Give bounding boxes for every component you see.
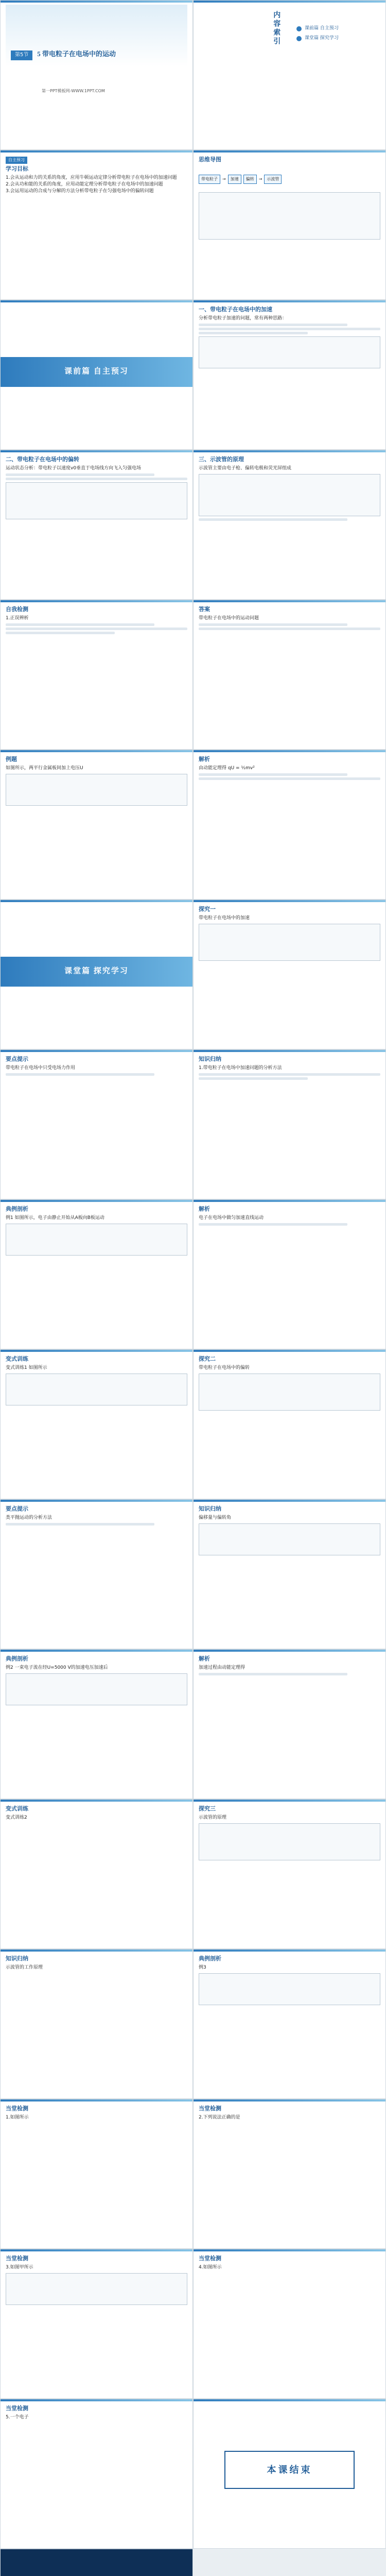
text-placeholder-line	[199, 623, 347, 626]
slide-heading: 解析	[199, 756, 210, 762]
slide-heading: 典例剖析	[6, 1656, 28, 1662]
figure-oscilloscope-2	[199, 1823, 380, 1860]
slide-text: 1.带电粒子在电场中加速问题的分析方法	[199, 1065, 282, 1071]
slide-heading: 学习目标	[6, 166, 28, 173]
slide-text: 4.如图所示	[199, 2264, 222, 2270]
figure-case	[6, 1224, 187, 1256]
slide-cover[interactable]	[0, 0, 193, 150]
slide-text: 由动能定理得 qU = ½mv²	[199, 765, 255, 771]
slide-check-4[interactable]	[193, 2249, 386, 2399]
slide-text: 例2 一束电子流在经U=5000 V的加速电压加速后	[6, 1665, 108, 1670]
slide-heading: 变式训练	[6, 1806, 28, 1812]
slide-text: 变式训练1 如图所示	[6, 1365, 47, 1370]
slide-text: 带电粒子在电场中的偏转	[199, 1365, 250, 1370]
text-placeholder-line	[6, 473, 154, 476]
end-title: 本课结束	[224, 2451, 355, 2489]
slide-summary-1[interactable]	[193, 1049, 386, 1199]
figure-oscilloscope	[199, 474, 380, 516]
figure-example	[6, 774, 187, 806]
text-placeholder-line	[199, 332, 308, 334]
cover-title-row	[11, 49, 116, 60]
slide-top-strip	[1, 2249, 192, 2251]
slide-summary-3[interactable]	[0, 1949, 193, 2099]
slide-top-strip	[194, 750, 385, 752]
slide-top-strip	[1, 1350, 192, 1352]
mindmap-node: 示波管	[264, 175, 282, 184]
slide-top-strip	[194, 2249, 385, 2251]
mindmap-node: 偏转	[243, 175, 257, 184]
slide-heading: 答案	[199, 606, 210, 613]
text-placeholder-line	[6, 623, 154, 626]
figure-plates	[199, 336, 380, 368]
slide-text: 分析带电粒子加速的问题，常有两种思路：	[199, 315, 287, 321]
contents-item-label: 课前篇 自主预习	[305, 26, 339, 31]
slide-heading: 当堂检测	[6, 2405, 28, 2412]
slide-top-strip	[1, 1950, 192, 1952]
figure-deflection	[6, 482, 187, 519]
figure-case-2	[6, 1673, 187, 1705]
slide-heading: 例题	[6, 756, 17, 762]
slide-text: 2.下列说法正确的是	[199, 2114, 240, 2120]
slide-variant-2[interactable]	[0, 1799, 193, 1949]
goal-point: 2.会从功和能的关系的角度，应用动能定理分析带电粒子在电场中的加速问题	[6, 182, 163, 188]
contents-item-preview[interactable]	[296, 25, 380, 32]
slide-end[interactable]	[193, 2399, 386, 2549]
slide-top-strip	[194, 150, 385, 152]
slide-heading: 探究一	[199, 906, 216, 912]
slide-top-strip	[194, 600, 385, 602]
figure-check-3	[6, 2273, 187, 2305]
slide-top-strip	[194, 1, 385, 3]
slide-summary-2[interactable]	[193, 1499, 386, 1649]
slide-top-strip	[194, 2399, 385, 2401]
slide-top-strip	[194, 1350, 385, 1352]
slide-top-strip	[194, 450, 385, 452]
slide-heading: 一、带电粒子在电场中的加速	[199, 307, 272, 313]
slide-heading: 当堂检测	[199, 2106, 221, 2112]
slide-footer[interactable]	[0, 2549, 193, 2576]
cover-site: 第一PPT模板网-WWW.1PPT.COM	[42, 89, 105, 93]
figure-explore-2	[199, 1374, 380, 1411]
slide-banner-explore[interactable]	[0, 900, 193, 1049]
slide-top-strip	[1, 1200, 192, 1202]
slide-top-strip	[1, 1050, 192, 1052]
slide-top-strip	[1, 300, 192, 302]
slide-top-strip	[1, 900, 192, 902]
mindmap-flow: 带电粒子 → 加速 偏转 → 示波管	[199, 175, 380, 184]
slide-text: 如图所示，两平行金属板间加上电压U	[6, 765, 83, 771]
text-placeholder-line	[199, 1073, 380, 1076]
slide-heading: 典例剖析	[6, 1206, 28, 1212]
slide-text: 变式训练2	[6, 1815, 27, 1820]
slide-heading: 思维导图	[199, 157, 221, 163]
slide-top-strip	[194, 2099, 385, 2102]
slide-text: 偏移量与偏转角	[199, 1515, 232, 1520]
slide-text: 示波管的原理	[199, 1815, 227, 1820]
text-placeholder-line	[6, 632, 115, 634]
slide-variant-1[interactable]	[0, 1349, 193, 1499]
slide-solution-2[interactable]	[193, 1649, 386, 1799]
text-placeholder-line	[199, 1077, 308, 1080]
slide-case-3[interactable]	[193, 1949, 386, 2099]
slide-top-strip	[194, 900, 385, 902]
contents-vertical-title: 内容索引	[272, 11, 280, 46]
slide-hint-1[interactable]	[0, 1049, 193, 1199]
text-placeholder-line	[6, 628, 187, 630]
text-placeholder-line	[199, 773, 347, 776]
contents-item-label: 课堂篇 探究学习	[305, 36, 339, 41]
slide-mindmap[interactable]	[193, 150, 386, 300]
slide-top-strip	[1, 1800, 192, 1802]
slide-text: 1.如图所示	[6, 2114, 29, 2120]
figure-explore	[199, 924, 380, 961]
slide-text: 3.如图甲所示	[6, 2264, 33, 2270]
slide-top-strip	[194, 1800, 385, 1802]
text-placeholder-line	[6, 1523, 154, 1526]
text-placeholder-line	[199, 324, 347, 326]
slide-acceleration[interactable]	[193, 300, 386, 450]
slide-heading: 当堂检测	[6, 2256, 28, 2262]
slide-heading: 探究二	[199, 1356, 216, 1362]
figure-summary	[199, 1523, 380, 1555]
slide-text: 电子在电场中做匀加速直线运动	[199, 1215, 264, 1221]
cover-badge: 第5节	[11, 50, 32, 60]
slide-example[interactable]	[0, 750, 193, 900]
text-placeholder-line	[199, 328, 380, 330]
slide-contents[interactable]	[193, 0, 386, 150]
bullet-icon	[296, 26, 302, 31]
slide-text: 5.一个电子	[6, 2414, 29, 2420]
slide-hint-2[interactable]	[0, 1499, 193, 1649]
figure-variant	[6, 1374, 187, 1405]
slide-blank	[193, 2549, 386, 2576]
mindmap-node: 带电粒子	[199, 175, 220, 184]
slide-text: 加速过程由动能定理得	[199, 1665, 245, 1670]
slide-top-strip	[1, 150, 192, 152]
slide-explore-3[interactable]	[193, 1799, 386, 1949]
slide-text: 例3	[199, 1964, 206, 1970]
slide-oscilloscope[interactable]	[193, 450, 386, 600]
slide-banner-preview[interactable]	[0, 300, 193, 450]
slide-answer[interactable]	[193, 600, 386, 750]
slide-text: 示波管主要由电子枪、偏转电极和荧光屏组成	[199, 465, 292, 471]
slide-selfcheck[interactable]	[0, 600, 193, 750]
mindmap-figure	[199, 192, 380, 240]
slide-heading: 知识归纳	[6, 1956, 28, 1962]
slide-text: 带电粒子在电场中只受电场力作用	[6, 1065, 76, 1071]
section-banner: 课前篇 自主预习	[1, 357, 192, 387]
mindmap-node: 加速	[228, 175, 241, 184]
slide-goals[interactable]	[0, 150, 193, 300]
slide-heading: 当堂检测	[199, 2256, 221, 2262]
slide-top-strip	[1, 750, 192, 752]
slide-top-strip	[1, 1, 192, 3]
text-placeholder-line	[199, 1673, 347, 1675]
cover-title: 5 带电粒子在电场中的运动	[37, 50, 116, 58]
slide-top-strip	[194, 1650, 385, 1652]
slide-text: 示波管的工作原理	[6, 1964, 43, 1970]
slide-top-strip	[194, 1050, 385, 1052]
slide-explain[interactable]	[193, 750, 386, 900]
slide-top-strip	[194, 300, 385, 302]
contents-item-explore[interactable]	[296, 35, 380, 42]
slide-heading: 当堂检测	[6, 2106, 28, 2112]
text-placeholder-line	[199, 628, 380, 630]
slide-heading: 变式训练	[6, 1356, 28, 1362]
text-placeholder-line	[6, 478, 187, 480]
slide-text: 带电粒子在电场中的运动问题	[199, 615, 259, 621]
slide-heading: 探究三	[199, 1806, 216, 1812]
slide-text: 类平抛运动的分析方法	[6, 1515, 52, 1520]
bullet-icon	[296, 36, 302, 41]
slide-deflection[interactable]	[0, 450, 193, 600]
slide-heading: 解析	[199, 1656, 210, 1662]
figure-case-3	[199, 1973, 380, 2005]
slide-heading: 要点提示	[6, 1056, 28, 1062]
slide-top-strip	[1, 1650, 192, 1652]
section-banner: 课堂篇 探究学习	[1, 957, 192, 987]
slide-heading: 自我检测	[6, 606, 28, 613]
slide-case-1[interactable]	[0, 1199, 193, 1349]
slide-top-strip	[1, 2099, 192, 2102]
slide-top-strip	[194, 1950, 385, 1952]
slide-top-strip	[1, 2399, 192, 2401]
slide-text: 例1 如图所示，电子由静止开始从A板向B板运动	[6, 1215, 104, 1221]
text-placeholder-line	[6, 1073, 154, 1076]
text-placeholder-line	[199, 777, 380, 780]
slide-text: 带电粒子在电场中的加速	[199, 915, 250, 921]
slide-heading: 解析	[199, 1206, 210, 1212]
slide-check-3[interactable]	[0, 2249, 193, 2399]
slide-explore-1[interactable]	[193, 900, 386, 1049]
slide-heading: 三、示波管的原理	[199, 456, 244, 463]
section-tag: 自主预习	[6, 157, 27, 164]
goal-point: 1.会从运动和力的关系的角度，应用牛顿运动定律分析带电粒子在电场中的加速问题	[6, 175, 177, 180]
slide-check-5[interactable]	[0, 2399, 193, 2549]
slide-top-strip	[1, 450, 192, 452]
slide-top-strip	[194, 1200, 385, 1202]
goal-point: 3.会运用运动的合成与分解的方法分析带电粒子在匀强电场中的偏转问题	[6, 189, 154, 194]
slide-heading: 知识归纳	[199, 1056, 221, 1062]
slide-explore-2[interactable]	[193, 1349, 386, 1499]
slide-heading: 要点提示	[6, 1506, 28, 1512]
slide-check-1[interactable]	[0, 2099, 193, 2249]
text-placeholder-line	[199, 1223, 347, 1226]
slide-solution-1[interactable]	[193, 1199, 386, 1349]
slide-top-strip	[194, 1500, 385, 1502]
slide-heading: 知识归纳	[199, 1506, 221, 1512]
slide-heading: 二、带电粒子在电场中的偏转	[6, 456, 79, 463]
text-placeholder-line	[199, 518, 347, 521]
slide-text: 1.正误辨析	[6, 615, 29, 621]
slide-top-strip	[1, 600, 192, 602]
slide-check-2[interactable]	[193, 2099, 386, 2249]
slide-text: 运动状态分析：带电粒子以速度v0垂直于电场线方向飞入匀强电场	[6, 465, 142, 471]
slide-case-2[interactable]	[0, 1649, 193, 1799]
slide-heading: 典例剖析	[199, 1956, 221, 1962]
slide-top-strip	[1, 1500, 192, 1502]
